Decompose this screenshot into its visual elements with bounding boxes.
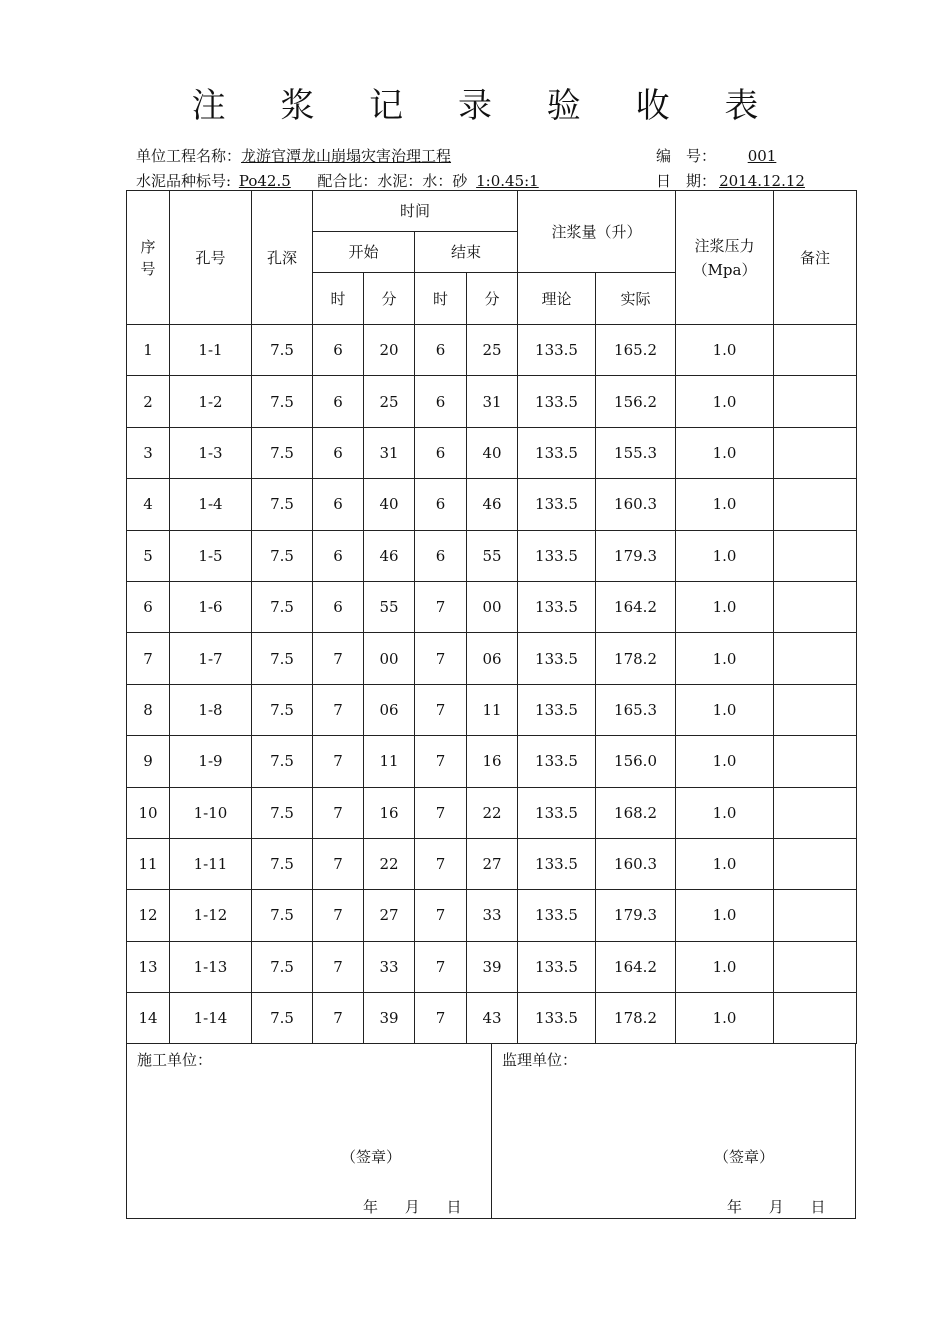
code-label: 编 号： <box>656 147 717 165</box>
cell-theory: 133.5 <box>518 736 596 787</box>
table-row <box>127 427 857 478</box>
cell-hole: 1-10 <box>170 787 252 838</box>
cell-actual: 164.2 <box>596 941 676 992</box>
cell-hole: 1-14 <box>170 993 252 1044</box>
cell-start-hour: 6 <box>313 376 364 427</box>
cell-end-min: 27 <box>467 838 518 889</box>
cell-remark <box>774 530 857 581</box>
supervision-date: 年 月 日 <box>727 1198 826 1216</box>
cell-seq: 10 <box>127 787 170 838</box>
cell-seq: 4 <box>127 479 170 530</box>
ratio-label: 配合比：水泥：水：砂 <box>317 172 468 190</box>
cell-seq: 5 <box>127 530 170 581</box>
cell-seq: 2 <box>127 376 170 427</box>
cell-remark <box>774 581 857 632</box>
cell-depth: 7.5 <box>252 941 313 992</box>
project-name-line <box>136 145 451 166</box>
cell-start-hour: 6 <box>313 325 364 376</box>
construction-seal: （签章） <box>341 1148 402 1166</box>
table-row <box>127 479 857 530</box>
table-row <box>127 787 857 838</box>
cell-end-hour: 6 <box>415 376 467 427</box>
cell-actual: 156.2 <box>596 376 676 427</box>
cell-hole: 1-13 <box>170 941 252 992</box>
cell-pressure: 1.0 <box>676 427 774 478</box>
cell-start-min: 11 <box>364 736 415 787</box>
cell-end-min: 39 <box>467 941 518 992</box>
cell-end-min: 40 <box>467 427 518 478</box>
cell-start-min: 00 <box>364 633 415 684</box>
cell-theory: 133.5 <box>518 479 596 530</box>
cell-start-min: 46 <box>364 530 415 581</box>
cell-end-hour: 6 <box>415 530 467 581</box>
cell-start-hour: 7 <box>313 941 364 992</box>
cell-actual: 155.3 <box>596 427 676 478</box>
cell-seq: 8 <box>127 684 170 735</box>
cell-actual: 165.2 <box>596 325 676 376</box>
cell-pressure: 1.0 <box>676 479 774 530</box>
cell-theory: 133.5 <box>518 633 596 684</box>
cell-depth: 7.5 <box>252 633 313 684</box>
header-remark: 备注 <box>774 191 857 325</box>
date-label: 日 期： <box>656 172 717 190</box>
project-value: 龙游官潭龙山崩塌灾害治理工程 <box>241 147 452 165</box>
cell-pressure: 1.0 <box>676 633 774 684</box>
cell-start-min: 25 <box>364 376 415 427</box>
cell-hole: 1-3 <box>170 427 252 478</box>
cell-remark <box>774 633 857 684</box>
cell-end-hour: 7 <box>415 581 467 632</box>
cell-remark <box>774 941 857 992</box>
cell-pressure: 1.0 <box>676 941 774 992</box>
cell-seq: 12 <box>127 890 170 941</box>
table-row <box>127 736 857 787</box>
cell-theory: 133.5 <box>518 838 596 889</box>
document-title: 注 浆 记 录 验 收 表 <box>191 86 781 126</box>
table-row <box>127 890 857 941</box>
header-pressure: 注浆压力 （Mpa） <box>676 191 774 325</box>
grouting-record-table <box>126 190 857 1044</box>
cell-start-min: 22 <box>364 838 415 889</box>
cell-remark <box>774 376 857 427</box>
cell-depth: 7.5 <box>252 325 313 376</box>
supervision-unit-box <box>492 1044 856 1218</box>
cell-depth: 7.5 <box>252 376 313 427</box>
cell-end-hour: 7 <box>415 736 467 787</box>
cell-end-min: 16 <box>467 736 518 787</box>
cell-actual: 156.0 <box>596 736 676 787</box>
cell-start-hour: 7 <box>313 838 364 889</box>
cell-seq: 1 <box>127 325 170 376</box>
cell-end-hour: 7 <box>415 890 467 941</box>
cell-start-min: 16 <box>364 787 415 838</box>
cell-end-min: 46 <box>467 479 518 530</box>
cell-pressure: 1.0 <box>676 684 774 735</box>
cell-depth: 7.5 <box>252 581 313 632</box>
cell-actual: 178.2 <box>596 633 676 684</box>
cell-remark <box>774 993 857 1044</box>
cell-end-hour: 7 <box>415 838 467 889</box>
construction-date: 年 月 日 <box>363 1198 462 1216</box>
ratio-value: 1:0.45:1 <box>476 172 539 190</box>
cell-actual: 164.2 <box>596 581 676 632</box>
cell-end-min: 25 <box>467 325 518 376</box>
cell-end-min: 11 <box>467 684 518 735</box>
cell-theory: 133.5 <box>518 325 596 376</box>
cell-start-hour: 7 <box>313 890 364 941</box>
cell-pressure: 1.0 <box>676 530 774 581</box>
cell-actual: 179.3 <box>596 530 676 581</box>
header-actual: 实际 <box>596 273 676 325</box>
cell-remark <box>774 736 857 787</box>
cell-end-hour: 7 <box>415 941 467 992</box>
cell-end-min: 22 <box>467 787 518 838</box>
cell-end-hour: 7 <box>415 993 467 1044</box>
cell-depth: 7.5 <box>252 993 313 1044</box>
cell-start-hour: 6 <box>313 427 364 478</box>
cell-hole: 1-9 <box>170 736 252 787</box>
construction-unit-box <box>127 1044 491 1218</box>
signature-section <box>126 1044 856 1219</box>
cell-seq: 7 <box>127 633 170 684</box>
cell-pressure: 1.0 <box>676 376 774 427</box>
cell-theory: 133.5 <box>518 993 596 1044</box>
cell-pressure: 1.0 <box>676 890 774 941</box>
cell-depth: 7.5 <box>252 479 313 530</box>
cell-actual: 168.2 <box>596 787 676 838</box>
cell-depth: 7.5 <box>252 890 313 941</box>
header-volume: 注浆量（升） <box>518 191 676 273</box>
cell-end-min: 06 <box>467 633 518 684</box>
cell-start-hour: 6 <box>313 581 364 632</box>
table-row <box>127 684 857 735</box>
cell-hole: 1-6 <box>170 581 252 632</box>
header-seq: 序号 <box>127 191 170 325</box>
table-row <box>127 993 857 1044</box>
header-hole: 孔号 <box>170 191 252 325</box>
code-value: 001 <box>747 147 777 165</box>
cell-remark <box>774 787 857 838</box>
cell-theory: 133.5 <box>518 787 596 838</box>
cement-label: 水泥品种标号: <box>136 172 232 190</box>
cell-seq: 13 <box>127 941 170 992</box>
cell-seq: 11 <box>127 838 170 889</box>
cell-remark <box>774 838 857 889</box>
cell-actual: 179.3 <box>596 890 676 941</box>
header-start-hour: 时 <box>313 273 364 325</box>
cell-depth: 7.5 <box>252 684 313 735</box>
cell-pressure: 1.0 <box>676 787 774 838</box>
table-row <box>127 838 857 889</box>
cell-start-min: 20 <box>364 325 415 376</box>
cement-line <box>136 170 547 191</box>
cell-start-hour: 7 <box>313 787 364 838</box>
cell-hole: 1-11 <box>170 838 252 889</box>
cell-actual: 160.3 <box>596 838 676 889</box>
cell-remark <box>774 890 857 941</box>
cell-depth: 7.5 <box>252 427 313 478</box>
cell-theory: 133.5 <box>518 530 596 581</box>
cell-end-hour: 6 <box>415 325 467 376</box>
header-end-hour: 时 <box>415 273 467 325</box>
header-start: 开始 <box>313 232 415 273</box>
header-end-min: 分 <box>467 273 518 325</box>
header-theory: 理论 <box>518 273 596 325</box>
supervision-unit-label: 监理单位： <box>502 1051 578 1069</box>
cell-hole: 1-1 <box>170 325 252 376</box>
cell-pressure: 1.0 <box>676 993 774 1044</box>
header-end: 结束 <box>415 232 518 273</box>
cell-end-min: 31 <box>467 376 518 427</box>
cell-start-min: 31 <box>364 427 415 478</box>
cell-actual: 178.2 <box>596 993 676 1044</box>
cell-actual: 165.3 <box>596 684 676 735</box>
cell-theory: 133.5 <box>518 890 596 941</box>
date-line <box>656 170 808 191</box>
cell-start-hour: 6 <box>313 479 364 530</box>
cell-start-min: 40 <box>364 479 415 530</box>
cell-depth: 7.5 <box>252 787 313 838</box>
construction-unit-label: 施工单位： <box>137 1051 213 1069</box>
cell-end-min: 55 <box>467 530 518 581</box>
cell-depth: 7.5 <box>252 838 313 889</box>
table-row <box>127 633 857 684</box>
cell-remark <box>774 479 857 530</box>
cell-start-min: 06 <box>364 684 415 735</box>
cell-pressure: 1.0 <box>676 838 774 889</box>
cell-seq: 6 <box>127 581 170 632</box>
cell-start-hour: 6 <box>313 530 364 581</box>
cell-end-min: 00 <box>467 581 518 632</box>
cell-start-hour: 7 <box>313 633 364 684</box>
cement-value: Po42.5 <box>238 172 291 190</box>
table-row <box>127 325 857 376</box>
cell-depth: 7.5 <box>252 530 313 581</box>
cell-start-min: 39 <box>364 993 415 1044</box>
cell-theory: 133.5 <box>518 376 596 427</box>
code-line <box>656 145 808 166</box>
cell-end-hour: 7 <box>415 787 467 838</box>
date-value: 2014.12.12 <box>719 172 805 190</box>
cell-pressure: 1.0 <box>676 581 774 632</box>
table-row <box>127 941 857 992</box>
cell-hole: 1-4 <box>170 479 252 530</box>
cell-end-hour: 7 <box>415 633 467 684</box>
cell-pressure: 1.0 <box>676 736 774 787</box>
cell-end-min: 33 <box>467 890 518 941</box>
cell-end-min: 43 <box>467 993 518 1044</box>
cell-theory: 133.5 <box>518 684 596 735</box>
cell-hole: 1-12 <box>170 890 252 941</box>
cell-hole: 1-5 <box>170 530 252 581</box>
cell-start-hour: 7 <box>313 993 364 1044</box>
table-row <box>127 376 857 427</box>
cell-start-hour: 7 <box>313 736 364 787</box>
cell-end-hour: 6 <box>415 479 467 530</box>
cell-start-min: 55 <box>364 581 415 632</box>
cell-remark <box>774 427 857 478</box>
cell-hole: 1-2 <box>170 376 252 427</box>
cell-depth: 7.5 <box>252 736 313 787</box>
cell-hole: 1-7 <box>170 633 252 684</box>
header-start-min: 分 <box>364 273 415 325</box>
cell-start-min: 27 <box>364 890 415 941</box>
header-depth: 孔深 <box>252 191 313 325</box>
cell-actual: 160.3 <box>596 479 676 530</box>
cell-remark <box>774 325 857 376</box>
supervision-seal: （签章） <box>714 1148 775 1166</box>
cell-pressure: 1.0 <box>676 325 774 376</box>
cell-start-hour: 7 <box>313 684 364 735</box>
cell-hole: 1-8 <box>170 684 252 735</box>
cell-theory: 133.5 <box>518 941 596 992</box>
cell-theory: 133.5 <box>518 581 596 632</box>
cell-theory: 133.5 <box>518 427 596 478</box>
cell-start-min: 33 <box>364 941 415 992</box>
project-label: 单位工程名称： <box>136 147 242 165</box>
table-row <box>127 530 857 581</box>
cell-remark <box>774 684 857 735</box>
cell-end-hour: 6 <box>415 427 467 478</box>
cell-seq: 9 <box>127 736 170 787</box>
cell-seq: 3 <box>127 427 170 478</box>
cell-end-hour: 7 <box>415 684 467 735</box>
cell-seq: 14 <box>127 993 170 1044</box>
header-time: 时间 <box>313 191 518 232</box>
table-row <box>127 581 857 632</box>
